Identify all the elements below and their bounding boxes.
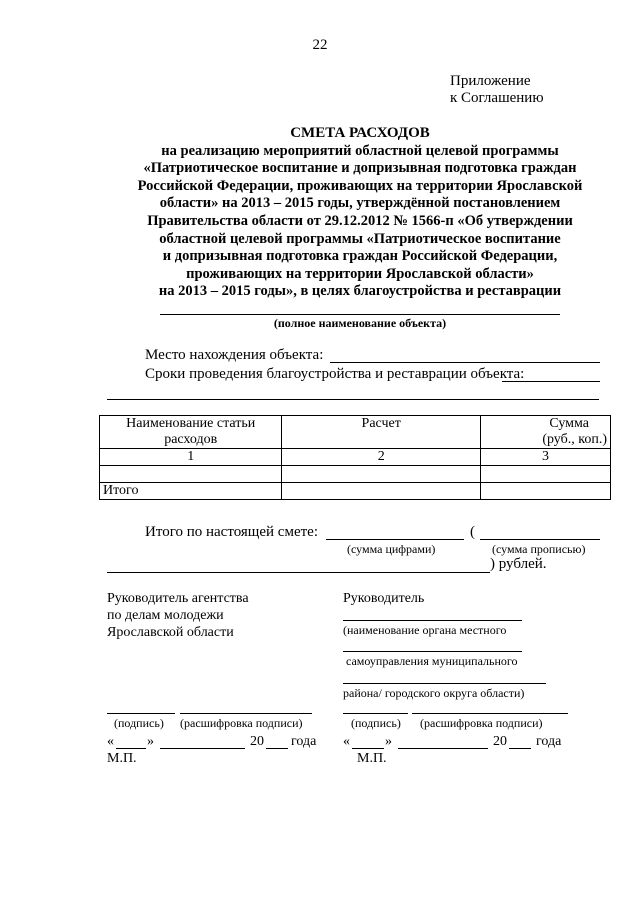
year-prefix: 20 bbox=[250, 734, 264, 749]
total-words-line bbox=[480, 539, 600, 540]
caption-words: (сумма прописью) bbox=[492, 542, 586, 556]
title-heading: СМЕТА РАСХОДОВ bbox=[290, 125, 430, 141]
right-sign-line bbox=[343, 713, 408, 714]
left-signer-line: Руководитель агентства bbox=[107, 591, 249, 606]
left-date bbox=[107, 733, 322, 751]
right-org-caption-2: самоуправления муниципального bbox=[346, 654, 518, 668]
total-words-line-continued bbox=[107, 572, 490, 573]
table-header-row bbox=[100, 416, 611, 449]
number-cell: 2 bbox=[282, 449, 481, 466]
location-label: Место нахождения объекта: bbox=[145, 347, 324, 363]
header-text: Наименование статьи bbox=[126, 416, 256, 431]
left-sign-caption: (подпись) bbox=[114, 716, 164, 730]
right-org-line-1 bbox=[343, 620, 522, 621]
table-cell[interactable] bbox=[282, 466, 481, 483]
object-name-line bbox=[160, 314, 560, 315]
right-decode-line bbox=[412, 713, 568, 714]
table-total-row bbox=[100, 483, 611, 500]
date-day-line bbox=[116, 748, 146, 749]
right-stamp: М.П. bbox=[357, 751, 387, 766]
year-suffix: года bbox=[536, 734, 562, 749]
left-sign-line bbox=[107, 713, 175, 714]
left-decode-line bbox=[180, 713, 312, 714]
right-date bbox=[343, 733, 573, 751]
header-text: (руб., коп.) bbox=[542, 432, 607, 447]
right-decode-caption: (расшифровка подписи) bbox=[420, 716, 543, 730]
left-signer-line: Ярославской области bbox=[107, 625, 234, 640]
date-day-line bbox=[352, 748, 384, 749]
left-stamp: М.П. bbox=[107, 751, 137, 766]
period-line bbox=[502, 381, 600, 382]
right-org-line-3 bbox=[343, 683, 546, 684]
left-decode-caption: (расшифровка подписи) bbox=[180, 716, 303, 730]
date-month-line bbox=[160, 748, 245, 749]
table-row bbox=[100, 466, 611, 483]
page-number: 22 bbox=[312, 37, 328, 53]
date-close-quote: » bbox=[385, 734, 392, 749]
number-cell: 1 bbox=[100, 449, 282, 466]
date-month-line bbox=[398, 748, 488, 749]
header-cell-sum bbox=[480, 416, 610, 449]
left-signer-line: по делам молодежи bbox=[107, 608, 224, 623]
period-label: Сроки проведения благоустройства и реставрации объекта: bbox=[145, 366, 525, 382]
title-line: проживающих на территории Ярославской области» bbox=[186, 265, 534, 282]
period-line-continued bbox=[107, 399, 599, 400]
date-close-quote: » bbox=[147, 734, 154, 749]
left-signer-title bbox=[107, 590, 249, 641]
appendix-note bbox=[450, 73, 544, 107]
total-calc-cell[interactable] bbox=[282, 483, 481, 500]
right-org-line-2 bbox=[343, 651, 522, 652]
year-line bbox=[509, 748, 531, 749]
title-line: Правительства области от 29.12.2012 № 1566-п «Об утверждении bbox=[147, 212, 573, 229]
total-digits-line bbox=[326, 539, 464, 540]
total-label-cell: Итого bbox=[100, 483, 282, 500]
year-line bbox=[266, 748, 288, 749]
title-line: «Патриотическое воспитание и допризывная подготовка граждан bbox=[143, 160, 577, 177]
right-org-caption-1: (наименование органа местного bbox=[343, 623, 507, 637]
number-cell: 3 bbox=[480, 449, 610, 466]
title-line: области» на 2013 – 2015 годы, утверждённой постановлением bbox=[159, 195, 561, 212]
estimate-table bbox=[99, 415, 611, 500]
title-line: областной целевой программы «Патриотическое воспитание bbox=[159, 230, 561, 247]
header-cell-item bbox=[100, 416, 282, 449]
caption-digits: (сумма цифрами) bbox=[347, 542, 436, 556]
right-signer-title: Руководитель bbox=[343, 591, 425, 606]
location-line bbox=[330, 362, 600, 363]
title-line: и допризывная подготовка граждан Российской Федерации, bbox=[162, 248, 558, 265]
total-rubles: ) рублей. bbox=[490, 556, 547, 572]
right-sign-caption: (подпись) bbox=[351, 716, 401, 730]
table-cell[interactable] bbox=[480, 466, 610, 483]
title-line: на 2013 – 2015 годы», в целях благоустройства и реставрации bbox=[158, 283, 562, 300]
appendix-line-2: к Соглашению bbox=[450, 90, 544, 106]
total-open-paren: ( bbox=[470, 524, 475, 540]
title-line: на реализацию мероприятий областной целевой программы bbox=[161, 142, 559, 159]
header-text: Расчет bbox=[361, 416, 401, 431]
year-suffix: года bbox=[291, 734, 317, 749]
header-cell-calc bbox=[282, 416, 481, 449]
header-text: расходов bbox=[164, 432, 218, 447]
date-open-quote: « bbox=[343, 734, 350, 749]
table-number-row bbox=[100, 449, 611, 466]
title-line: Российской Федерации, проживающих на территории Ярославской bbox=[137, 177, 583, 194]
document-title bbox=[90, 125, 630, 301]
date-open-quote: « bbox=[107, 734, 114, 749]
right-org-caption-3: района/ городского округа области) bbox=[343, 686, 525, 700]
total-label: Итого по настоящей смете: bbox=[145, 524, 318, 540]
header-text: Сумма bbox=[549, 416, 589, 431]
year-prefix: 20 bbox=[493, 734, 507, 749]
appendix-line-1: Приложение bbox=[450, 73, 531, 89]
object-name-caption: (полное наименование объекта) bbox=[273, 316, 447, 330]
total-sum-cell[interactable] bbox=[480, 483, 610, 500]
table-cell[interactable] bbox=[100, 466, 282, 483]
